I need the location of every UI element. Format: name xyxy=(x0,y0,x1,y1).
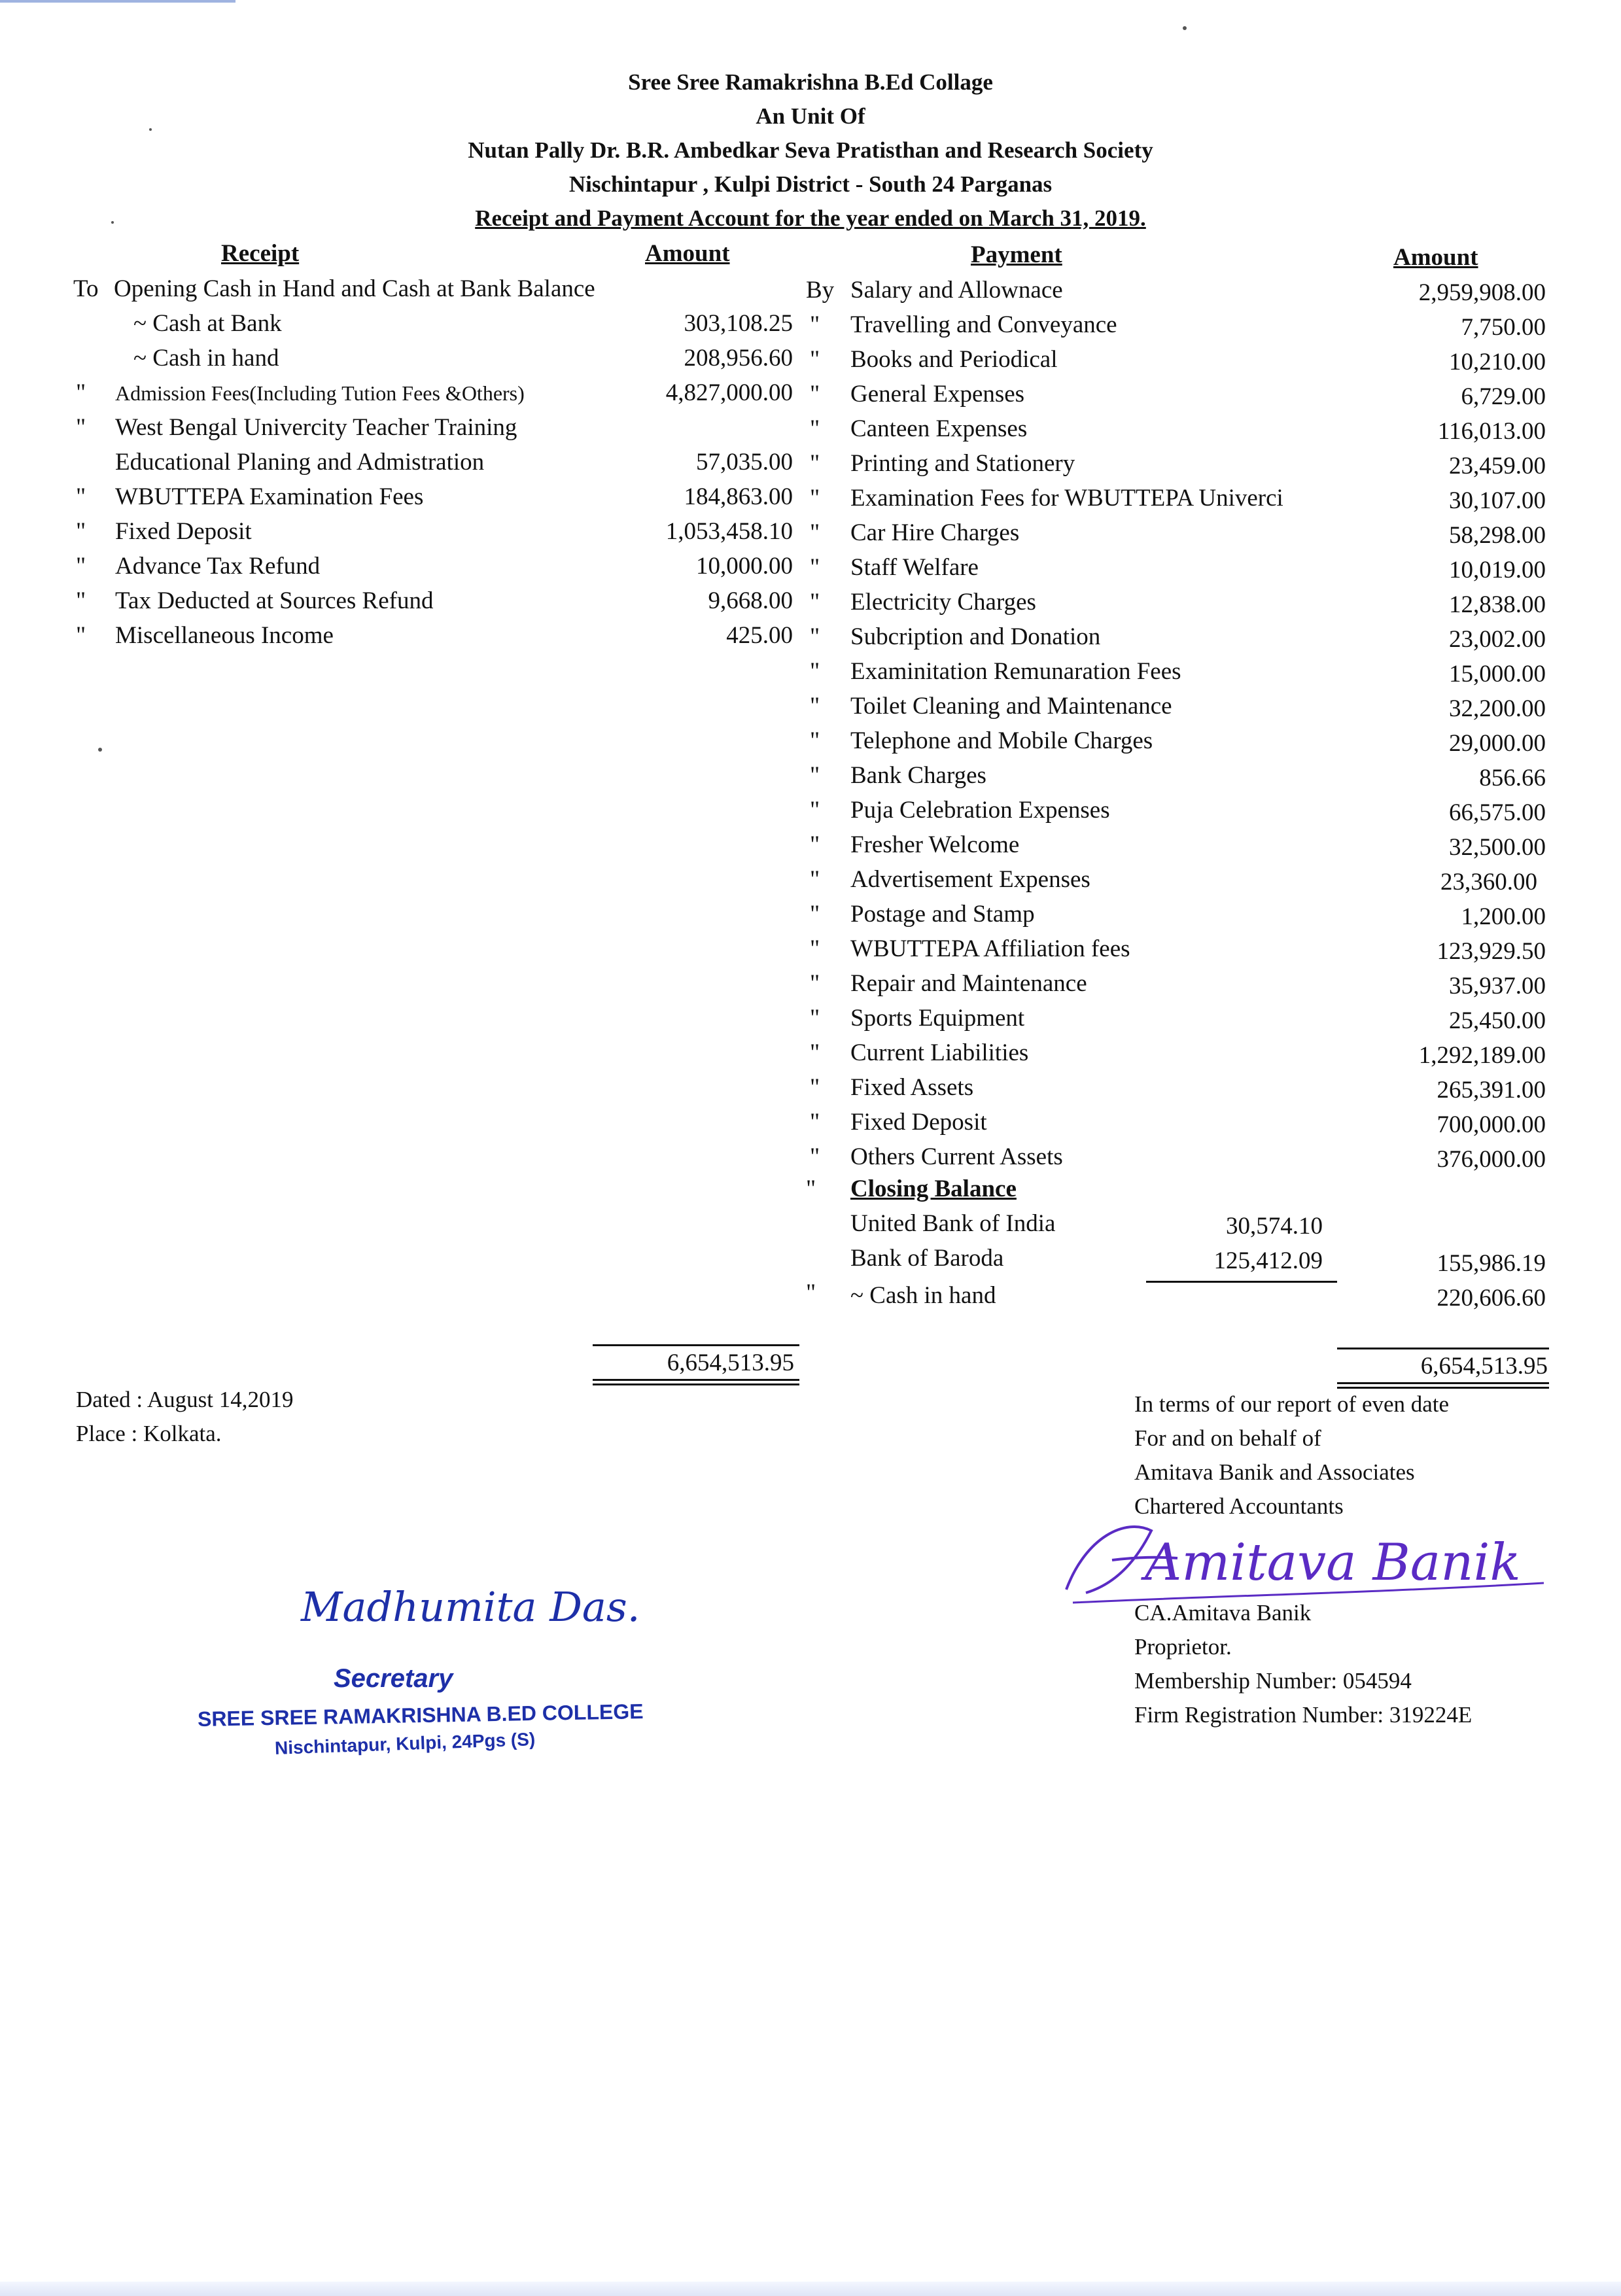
payment-row-amount: 10,019.00 xyxy=(1449,557,1546,583)
receipt-row-amount: 10,000.00 xyxy=(696,553,793,580)
receipt-row-label: ~ Cash at Bank xyxy=(133,310,282,337)
payment-row-prefix: " xyxy=(810,727,820,754)
payment-row-amount: 32,200.00 xyxy=(1449,695,1546,722)
payment-row-label: Canteen Expenses xyxy=(850,415,1028,442)
payment-row-label: Toilet Cleaning and Maintenance xyxy=(850,693,1172,720)
behalf-line: For and on behalf of xyxy=(1134,1425,1321,1451)
receipt-row-amount: 4,827,000.00 xyxy=(665,379,793,406)
receipt-total-top-rule xyxy=(593,1344,799,1346)
payment-row-prefix: " xyxy=(810,762,820,789)
payment-row-amount: 58,298.00 xyxy=(1449,522,1546,549)
receipt-row-prefix: " xyxy=(76,553,86,580)
payment-total-top-rule xyxy=(1337,1348,1549,1349)
report-line: In terms of our report of even date xyxy=(1134,1391,1450,1417)
receipt-row-amount: 57,035.00 xyxy=(696,449,793,476)
receipt-row-label: WBUTTEPA Examination Fees xyxy=(115,483,424,510)
payment-row-prefix: " xyxy=(810,901,820,928)
receipt-row-label: Opening Cash in Hand and Cash at Bank Balance xyxy=(114,275,595,302)
payment-row-label: Repair and Maintenance xyxy=(850,970,1087,997)
payment-row-prefix: " xyxy=(810,450,820,477)
payment-row-prefix: " xyxy=(810,485,820,512)
receipt-row-amount: 208,956.60 xyxy=(684,345,793,372)
payment-row-label: Sports Equipment xyxy=(850,1005,1025,1032)
payment-row-label: Advertisement Expenses xyxy=(850,866,1090,893)
payment-row-label: General Expenses xyxy=(850,381,1025,408)
payment-row-label: Fixed Assets xyxy=(850,1074,974,1101)
payment-row-prefix: By xyxy=(806,277,835,304)
payment-row-amount: 66,575.00 xyxy=(1449,799,1546,826)
receipt-row-label: Admission Fees(Including Tution Fees &Others) xyxy=(115,381,525,405)
payment-row-amount: 2,959,908.00 xyxy=(1418,279,1546,306)
receipt-row-prefix: " xyxy=(76,587,86,614)
scan-bottom-edge xyxy=(0,2282,1621,2296)
scan-speck xyxy=(111,221,114,224)
scan-speck xyxy=(1183,26,1187,30)
payment-row-label: Electricity Charges xyxy=(850,589,1036,616)
payment-row-prefix: " xyxy=(810,866,820,893)
payment-row-prefix: " xyxy=(810,346,820,373)
receipt-row-prefix: " xyxy=(76,518,86,545)
payment-row-amount: 7,750.00 xyxy=(1461,314,1546,341)
receipt-row-amount: 303,108.25 xyxy=(684,310,793,337)
chartered-accountants: Chartered Accountants xyxy=(1134,1493,1344,1519)
payment-row-label: Salary and Allownace xyxy=(850,277,1063,304)
dated-line: Dated : August 14,2019 xyxy=(76,1387,294,1412)
payment-row-prefix: " xyxy=(810,1143,820,1170)
payment-row-amount: 23,360.00 xyxy=(1440,869,1537,896)
payment-row-amount: 1,200.00 xyxy=(1461,903,1546,930)
payment-amount-heading: Amount xyxy=(1393,244,1478,271)
receipt-total: 6,654,513.95 xyxy=(667,1349,794,1376)
payment-row-label: Bank Charges xyxy=(850,762,986,789)
firm-registration-number: Firm Registration Number: 319224E xyxy=(1134,1702,1473,1728)
receipt-row-prefix: " xyxy=(76,414,86,441)
receipt-row-label: Tax Deducted at Sources Refund xyxy=(115,587,434,614)
secretary-stamp-org: SREE SREE RAMAKRISHNA B.ED COLLEGE xyxy=(197,1699,644,1731)
auditor-role: Proprietor. xyxy=(1134,1634,1232,1660)
payment-row-amount: 15,000.00 xyxy=(1449,661,1546,687)
bank1-label: United Bank of India xyxy=(850,1210,1056,1237)
payment-row-prefix: " xyxy=(810,831,820,858)
cash-in-hand-label: ~ Cash in hand xyxy=(850,1282,996,1309)
payment-total-double-rule xyxy=(1337,1382,1549,1389)
bank2-label: Bank of Baroda xyxy=(850,1245,1004,1272)
payment-row-prefix: " xyxy=(810,1005,820,1032)
payment-row-prefix: " xyxy=(810,554,820,581)
payment-row-label: WBUTTEPA Affiliation fees xyxy=(850,935,1130,962)
scan-speck xyxy=(98,748,102,752)
receipt-row-amount: 1,053,458.10 xyxy=(665,518,793,545)
payment-row-prefix: " xyxy=(810,589,820,616)
payment-row-amount: 35,937.00 xyxy=(1449,973,1546,1000)
payment-row-prefix: " xyxy=(810,311,820,338)
scan-speck xyxy=(149,128,152,131)
payment-row-prefix: " xyxy=(810,1039,820,1066)
receipt-row-label: Educational Planing and Admistration xyxy=(115,449,485,476)
payment-row-amount: 30,107.00 xyxy=(1449,487,1546,514)
payment-heading: Payment xyxy=(971,241,1062,268)
payment-row-amount: 265,391.00 xyxy=(1437,1077,1546,1104)
closing-prefix: " xyxy=(806,1175,816,1202)
payment-row-amount: 25,450.00 xyxy=(1449,1007,1546,1034)
payment-total: 6,654,513.95 xyxy=(1420,1353,1548,1380)
payment-row-prefix: " xyxy=(810,1074,820,1101)
bank1-amount: 30,574.10 xyxy=(1226,1213,1323,1240)
receipt-heading: Receipt xyxy=(221,240,300,267)
payment-row-amount: 12,838.00 xyxy=(1449,591,1546,618)
secretary-stamp-address: Nischintapur, Kulpi, 24Pgs (S) xyxy=(274,1729,536,1758)
scan-edge xyxy=(0,0,235,3)
payment-row-prefix: " xyxy=(810,519,820,546)
payment-row-label: Fresher Welcome xyxy=(850,831,1020,858)
payment-row-label: Telephone and Mobile Charges xyxy=(850,727,1153,754)
payment-row-amount: 23,459.00 xyxy=(1449,453,1546,479)
auditor-name: CA.Amitava Banik xyxy=(1134,1600,1312,1626)
payment-row-label: Examination Fees for WBUTTEPA Univerci xyxy=(850,485,1283,512)
receipt-row-amount: 184,863.00 xyxy=(684,483,793,510)
payment-row-amount: 29,000.00 xyxy=(1449,730,1546,757)
payment-row-label: Staff Welfare xyxy=(850,554,979,581)
payment-row-label: Puja Celebration Expenses xyxy=(850,797,1110,824)
payment-row-prefix: " xyxy=(810,623,820,650)
receipt-row-label: Fixed Deposit xyxy=(115,518,252,545)
receipt-row-prefix: " xyxy=(76,483,86,510)
receipt-row-prefix: " xyxy=(76,622,86,649)
payment-row-label: Printing and Stationery xyxy=(850,450,1075,477)
college-name: Sree Sree Ramakrishna B.Ed Collage xyxy=(628,69,993,95)
receipt-row-prefix: " xyxy=(76,379,86,406)
address-line: Nischintapur , Kulpi District - South 24 Parganas xyxy=(568,171,1053,197)
receipt-amount-heading: Amount xyxy=(645,240,730,267)
cash-prefix: " xyxy=(806,1279,816,1306)
payment-row-prefix: " xyxy=(810,381,820,408)
secretary-signature: Madhumita Das. xyxy=(301,1583,640,1631)
payment-row-label: Postage and Stamp xyxy=(850,901,1035,928)
unit-of: An Unit Of xyxy=(756,103,865,129)
payment-row-label: Subcription and Donation xyxy=(850,623,1101,650)
receipt-row-amount: 9,668.00 xyxy=(708,587,793,614)
receipt-total-double-rule xyxy=(593,1379,799,1385)
society-name: Nutan Pally Dr. B.R. Ambedkar Seva Pratisthan and Research Society xyxy=(468,137,1153,163)
payment-row-prefix: " xyxy=(810,970,820,997)
auditor-signature-graphic xyxy=(1047,1511,1570,1609)
firm-name: Amitava Banik and Associates xyxy=(1134,1459,1415,1485)
receipt-row-label: Advance Tax Refund xyxy=(115,553,321,580)
payment-row-prefix: " xyxy=(810,658,820,685)
auditor-signature-text: Amitava Banik xyxy=(1145,1533,1521,1592)
payment-row-label: Current Liabilities xyxy=(850,1039,1029,1066)
place-line: Place : Kolkata. xyxy=(76,1421,222,1446)
statement-title: Receipt and Payment Account for the year ended on March 31, 2019. xyxy=(475,205,1146,231)
payment-row-amount: 700,000.00 xyxy=(1437,1111,1546,1138)
auditor-signature xyxy=(1047,1511,1570,1612)
payment-row-amount: 376,000.00 xyxy=(1437,1146,1546,1173)
closing-balance-heading: Closing Balance xyxy=(850,1175,1017,1202)
receipt-row-amount: 425.00 xyxy=(726,622,793,649)
payment-row-label: Others Current Assets xyxy=(850,1143,1063,1170)
receipt-row-label: ~ Cash in hand xyxy=(133,345,279,372)
payment-row-prefix: " xyxy=(810,693,820,720)
payment-row-prefix: " xyxy=(810,935,820,962)
bank2-amount: 125,412.09 xyxy=(1213,1247,1323,1274)
payment-row-label: Books and Periodical xyxy=(850,346,1058,373)
receipt-row-label: West Bengal Univercity Teacher Training xyxy=(115,414,517,441)
membership-number: Membership Number: 054594 xyxy=(1134,1668,1412,1694)
payment-row-prefix: " xyxy=(810,1109,820,1136)
payment-row-amount: 10,210.00 xyxy=(1449,349,1546,375)
payment-row-amount: 32,500.00 xyxy=(1449,834,1546,861)
bank-subtotal-rule xyxy=(1146,1281,1337,1283)
payment-row-amount: 123,929.50 xyxy=(1437,938,1546,965)
bank-total-amount: 155,986.19 xyxy=(1437,1250,1546,1277)
payment-row-amount: 1,292,189.00 xyxy=(1418,1042,1546,1069)
payment-row-prefix: " xyxy=(810,797,820,824)
payment-row-prefix: " xyxy=(810,415,820,442)
payment-row-label: Travelling and Conveyance xyxy=(850,311,1117,338)
receipt-row-label: Miscellaneous Income xyxy=(115,622,334,649)
cash-in-hand-amount: 220,606.60 xyxy=(1437,1285,1546,1312)
payment-row-amount: 856.66 xyxy=(1479,765,1546,791)
payment-row-label: Fixed Deposit xyxy=(850,1109,987,1136)
payment-row-label: Car Hire Charges xyxy=(850,519,1020,546)
payment-row-amount: 116,013.00 xyxy=(1437,418,1546,445)
payment-row-amount: 23,002.00 xyxy=(1449,626,1546,653)
receipt-row-prefix: To xyxy=(73,275,99,302)
payment-row-amount: 6,729.00 xyxy=(1461,383,1546,410)
payment-row-label: Examinitation Remunaration Fees xyxy=(850,658,1181,685)
secretary-stamp-title: Secretary xyxy=(334,1664,453,1693)
